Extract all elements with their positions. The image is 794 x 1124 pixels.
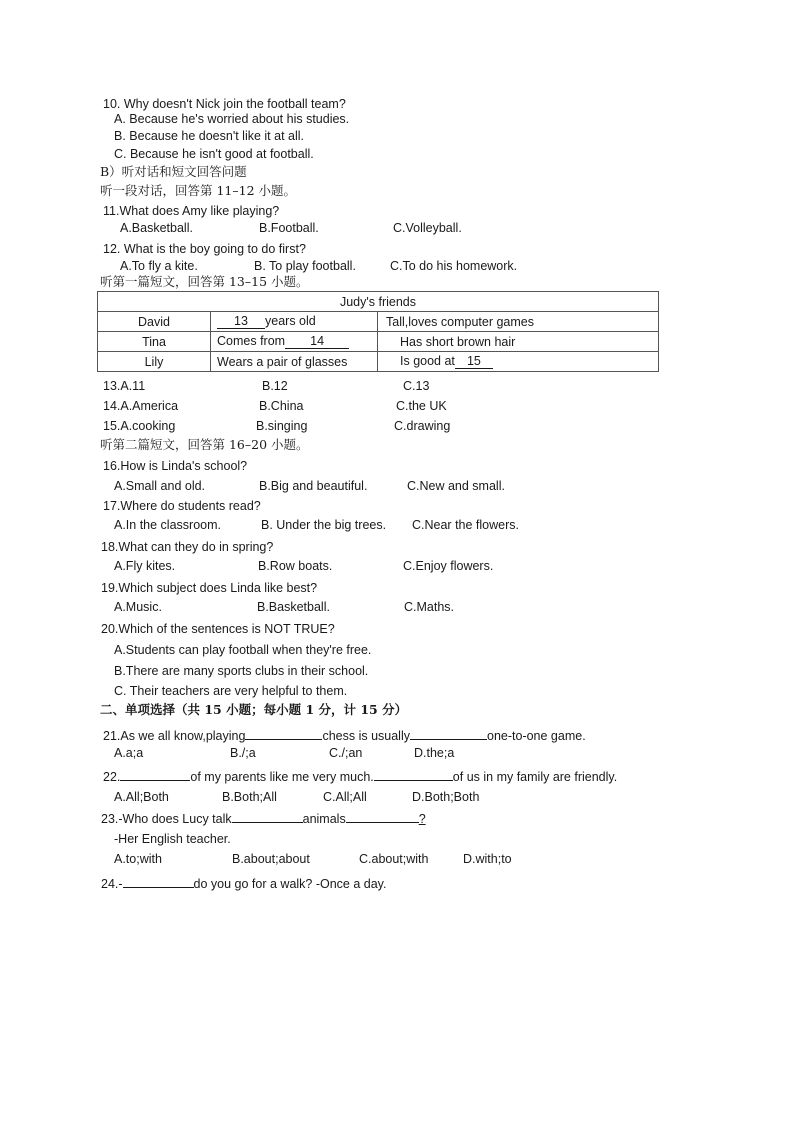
q19-question: 19.Which subject does Linda like best?: [101, 581, 318, 595]
q21-part1: 21.As we all know,playing: [103, 729, 246, 743]
q22-sentence: [103, 767, 617, 785]
q22-part3: of us in my family are friendly.: [452, 770, 618, 784]
q21-option-c: C./;an: [329, 746, 363, 760]
lily-glasses-cell: Wears a pair of glasses: [211, 352, 378, 372]
lily-skill-cell: [378, 352, 659, 372]
q18-option-c: C.Enjoy flowers.: [403, 559, 494, 573]
tina-description: Has short brown hair: [378, 332, 659, 352]
q20-option-b: B.There are many sports clubs in their school.: [114, 664, 369, 678]
q11-question: 11.What does Amy like playing?: [103, 204, 280, 218]
table-title: Judy's friends: [98, 292, 659, 312]
q17-option-b: B. Under the big trees.: [261, 518, 387, 532]
q24-sentence: [101, 874, 386, 892]
q22-part2: of my parents like me very much.: [190, 770, 374, 784]
david-age-suffix: years old: [265, 314, 316, 328]
q12-option-a: A.To fly a kite.: [120, 259, 198, 273]
q24-part2: do you go for a walk? -Once a day.: [193, 877, 387, 891]
q17-option-c: C.Near the flowers.: [412, 518, 519, 532]
q11-option-b: B.Football.: [259, 221, 319, 235]
lily-skill-prefix: Is good at: [400, 354, 455, 368]
q15-option-b: B.singing: [256, 419, 308, 433]
passage1-intro: 听第一篇短文，回答第 13–15 小题。: [100, 274, 309, 289]
table-row: [98, 332, 659, 352]
q10-option-a: A. Because he's worried about his studies.: [114, 112, 350, 126]
q21-option-b: B./;a: [230, 746, 256, 760]
q11-option-c: C.Volleyball.: [393, 221, 462, 235]
blank-13: 13: [217, 314, 265, 329]
passage2-intro: 听第二篇短文，回答第 16–20 小题。: [100, 437, 309, 452]
q21-option-a: A.a;a: [114, 746, 144, 760]
q19-option-a: A.Music.: [114, 600, 162, 614]
table-row: [98, 312, 659, 332]
q13-option-a: 13.A.11: [103, 379, 146, 393]
q20-option-c: C. Their teachers are very helpful to them.: [114, 684, 348, 698]
tina-origin-prefix: Comes from: [217, 334, 286, 348]
q16-option-a: A.Small and old.: [114, 479, 206, 493]
david-age-cell: [211, 312, 378, 332]
q19-option-c: C.Maths.: [404, 600, 455, 614]
q18-option-b: B.Row boats.: [258, 559, 333, 573]
judy-friends-table: [97, 291, 659, 372]
q12-option-b: B. To play football.: [254, 259, 356, 273]
q21-part3: one-to-one game.: [487, 729, 586, 743]
q15-option-c: C.drawing: [394, 419, 451, 433]
q24-part1: 24.-: [101, 877, 123, 891]
q14-option-b: B.China: [259, 399, 304, 413]
q13-option-c: C.13: [403, 379, 430, 393]
q22-option-d: D.Both;Both: [412, 790, 480, 804]
dialogue-intro: 听一段对话，回答第 11–12 小题。: [100, 183, 297, 198]
q18-option-a: A.Fly kites.: [114, 559, 176, 573]
q17-question: 17.Where do students read?: [103, 499, 261, 513]
q22-option-c: C.All;All: [323, 790, 367, 804]
q23-option-d: D.with;to: [463, 852, 512, 866]
q23-reply: -Her English teacher.: [114, 832, 231, 846]
q23-option-a: A.to;with: [114, 852, 162, 866]
q14-option-c: C.the UK: [396, 399, 447, 413]
q10-option-b: B. Because he doesn't like it at all.: [114, 129, 304, 143]
q13-option-b: B.12: [262, 379, 288, 393]
blank-line: [374, 767, 453, 781]
q21-part2: chess is usually: [322, 729, 410, 743]
q17-option-a: A.In the classroom.: [114, 518, 221, 532]
q20-option-a: A.Students can play football when they're free.: [114, 643, 372, 657]
blank-line: [123, 874, 194, 888]
row-name-david: David: [98, 312, 211, 332]
q23-option-b: B.about;about: [232, 852, 310, 866]
q10-question: 10. Why doesn't Nick join the football team?: [103, 97, 346, 111]
blank-line: [120, 767, 190, 781]
blank-line: [410, 726, 487, 740]
q23-part2: animals: [302, 812, 346, 826]
q22-option-b: B.Both;All: [222, 790, 277, 804]
q21-option-d: D.the;a: [414, 746, 455, 760]
blank-15: 15: [455, 354, 493, 369]
q22-part1: 22.: [103, 770, 121, 784]
q20-question: 20.Which of the sentences is NOT TRUE?: [101, 622, 335, 636]
q12-question: 12. What is the boy going to do first?: [103, 242, 306, 256]
tina-origin-cell: [211, 332, 378, 352]
q16-option-b: B.Big and beautiful.: [259, 479, 368, 493]
part2-title: 二、单项选择（共 15 小题；每小题 1 分，计 15 分）: [100, 702, 408, 717]
q16-option-c: C.New and small.: [407, 479, 505, 493]
blank-line: [245, 726, 322, 740]
q22-option-a: A.All;Both: [114, 790, 169, 804]
q10-option-c: C. Because he isn't good at football.: [114, 147, 314, 161]
blank-14: 14: [285, 334, 349, 349]
david-description: Tall,loves computer games: [378, 312, 659, 332]
q23-part3: ?: [418, 812, 426, 826]
table-row: [98, 352, 659, 372]
row-name-tina: Tina: [98, 332, 211, 352]
blank-line: [346, 809, 419, 823]
q21-sentence: [103, 726, 586, 744]
q23-option-c: C.about;with: [359, 852, 429, 866]
table-header-row: [98, 292, 659, 312]
q12-option-c: C.To do his homework.: [390, 259, 518, 273]
q18-question: 18.What can they do in spring?: [101, 540, 274, 554]
q15-option-a: 15.A.cooking: [103, 419, 176, 433]
q16-question: 16.How is Linda's school?: [103, 459, 248, 473]
row-name-lily: Lily: [98, 352, 211, 372]
section-b-title: B）听对话和短文回答问题: [100, 164, 247, 179]
q14-option-a: 14.A.America: [103, 399, 179, 413]
q19-option-b: B.Basketball.: [257, 600, 330, 614]
q23-part1: 23.-Who does Lucy talk: [101, 812, 232, 826]
blank-line: [232, 809, 303, 823]
q11-option-a: A.Basketball.: [120, 221, 193, 235]
q23-sentence: [101, 809, 426, 827]
